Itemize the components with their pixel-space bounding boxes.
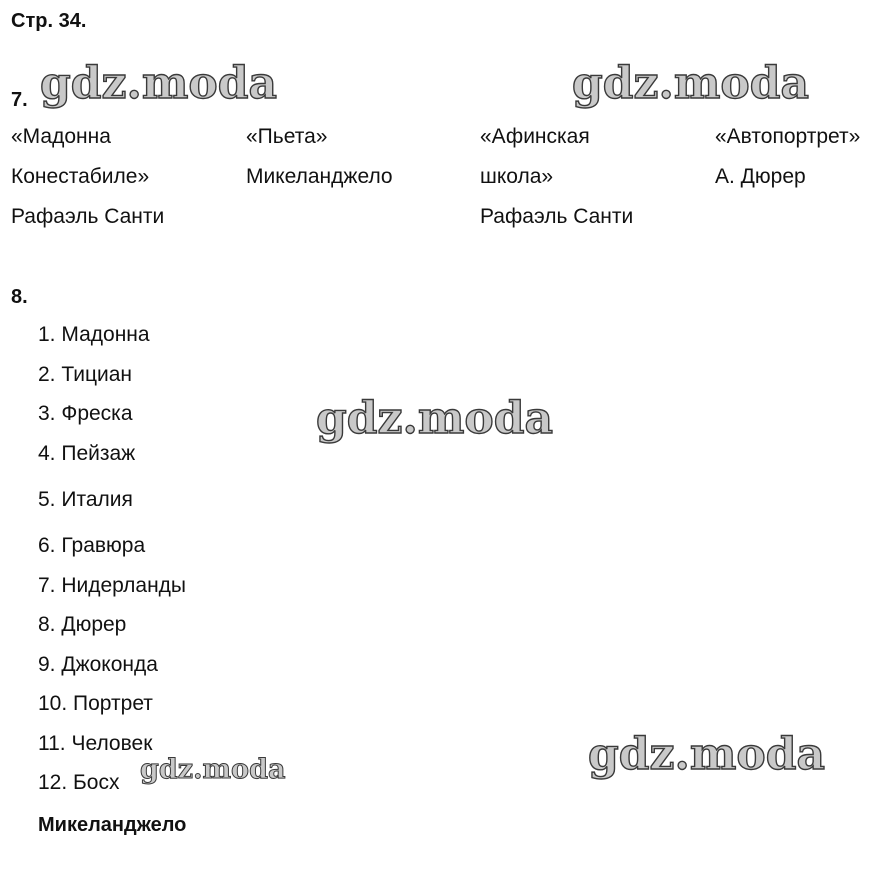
task-8-item-6: 6. Гравюра (38, 534, 146, 557)
task-8-number: 8. (11, 286, 28, 308)
task-7-col1-line2: Конестабиле» (11, 165, 150, 188)
task-7-col3-line3: Рафаэль Санти (480, 205, 634, 228)
task-8-item-10: 10. Портрет (38, 692, 153, 715)
task-7-col3-line1: «Афинская (480, 125, 590, 148)
task-8-item-9: 9. Джоконда (38, 653, 158, 676)
task-8-answer: Микеланджело (38, 814, 187, 836)
watermark-logo: gdz.moda (140, 754, 286, 785)
task-7-number: 7. (11, 89, 28, 111)
task-8-item-7: 7. Нидерланды (38, 574, 187, 597)
task-8-item-11: 11. Человек (38, 732, 153, 755)
watermark-logo: gdz.moda (40, 58, 278, 109)
task-7-col4-line1: «Автопортрет» (715, 125, 861, 148)
watermark-logo: gdz.moda (572, 58, 810, 109)
task-8-item-1: 1. Мадонна (38, 323, 150, 346)
watermark-logo: gdz.moda (588, 729, 826, 780)
task-8-item-4: 4. Пейзаж (38, 442, 136, 465)
task-7-col3-line2: школа» (480, 165, 554, 188)
task-8-item-2: 2. Тициан (38, 363, 133, 386)
task-7-col4-line2: А. Дюрер (715, 165, 806, 188)
task-8-item-3: 3. Фреска (38, 402, 133, 425)
page-label: Стр. 34. (11, 10, 87, 32)
task-7-col2-line2: Микеланджело (246, 165, 393, 188)
watermark-logo: gdz.moda (316, 393, 554, 444)
task-8-item-5: 5. Италия (38, 488, 133, 511)
task-7-col1-line3: Рафаэль Санти (11, 205, 165, 228)
task-8-item-8: 8. Дюрер (38, 613, 127, 636)
task-7-col2-line1: «Пьета» (246, 125, 328, 148)
task-7-col1-line1: «Мадонна (11, 125, 111, 148)
task-8-item-12: 12. Босх (38, 771, 120, 794)
